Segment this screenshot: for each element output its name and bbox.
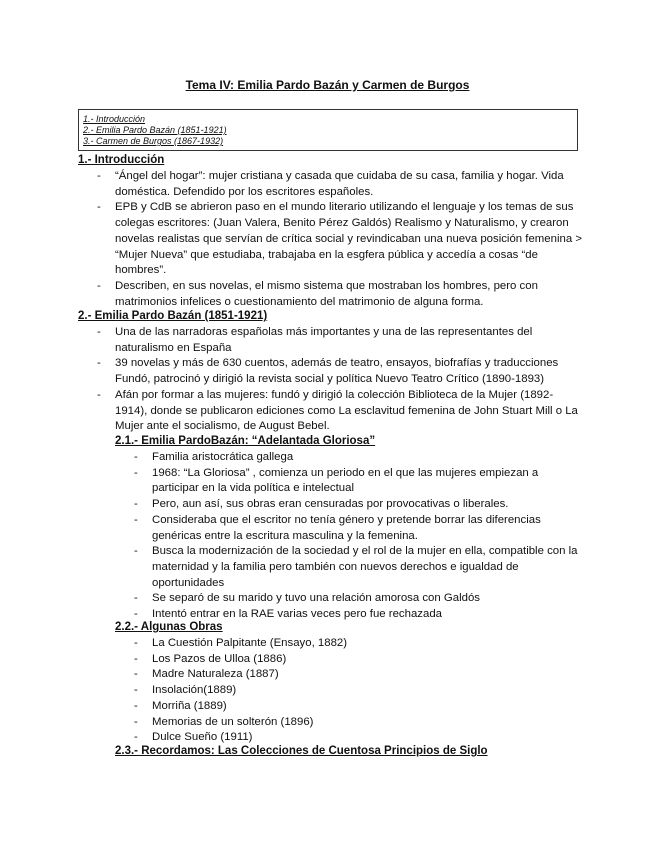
list-item: - Se separó de su marido y tuvo una relación amorosa con Galdós	[152, 591, 585, 607]
list-item: - Madre Naturaleza (1887)	[152, 667, 585, 683]
toc-link-carmen-de-burgos[interactable]: 3.- Carmen de Burgos (1867-1932)	[83, 136, 224, 146]
list-item: - Pero, aun así, sus obras eran censuradas por provocativas o liberales.	[152, 497, 585, 513]
list-item: - Afán por formar a las mujeres: fundó y dirigió la colección Biblioteca de la Mujer (1892-1914), donde se publicaron ediciones como La esclavitud femenina de John Stuart Mill o La Mujer ante el socialismo, de August Bebel.	[115, 388, 585, 435]
list-item: - EPB y CdB se abrieron paso en el mundo literario utilizando el lenguaje y los temas de sus colegas escritores: (Juan Valera, Benito Pérez Galdós) Realismo y Naturalismo, y crearon novelas realistas que servían de crítica social y revindicaban una nueva posición femenina > “Mujer Nueva” que estudiaba, trabajaba en la esgfera pública y accedía a cosas “de hombres”.	[115, 200, 585, 279]
table-of-contents	[78, 109, 578, 151]
list-item: - La Cuestión Palpitante (Ensayo, 1882)	[152, 636, 585, 652]
list-item: - Consideraba que el escritor no tenía género y pretende borrar las diferencias genéricas entre la escritura masculina y la femenina.	[152, 513, 585, 544]
heading-adelantada-gloriosa: 2.1.- Emilia PardoBazán: “Adelantada Gloriosa”	[115, 435, 376, 447]
list-item: - “Ángel del hogar”: mujer cristiana y casada que cuidaba de su casa, familia y hogar. Vida doméstica. Defendido por los escritores españoles.	[115, 169, 585, 200]
heading-pardo-bazan: 2.- Emilia Pardo Bazán (1851-1921)	[78, 310, 268, 322]
list-item: - Familia aristocrática gallega	[152, 450, 585, 466]
heading-colecciones-cuentos: 2.3.- Recordamos: Las Colecciones de Cuentosa Principios de Siglo	[115, 745, 488, 757]
document-title: Tema IV: Emilia Pardo Bazán y Carmen de Burgos	[185, 78, 470, 92]
list-algunas-obras	[152, 636, 585, 746]
list-item: - Insolación(1889)	[152, 683, 585, 699]
list-item: - Los Pazos de Ulloa (1886)	[152, 652, 585, 668]
list-item: - 39 novelas y más de 630 cuentos, además de teatro, ensayos, biofrafías y traducciones Fundó, patrocinó y dirigió la revista social y política Nuevo Teatro Crítico (1890-1893)	[115, 356, 585, 387]
list-pardo-bazan	[115, 325, 585, 435]
list-item: - Intentó entrar en la RAE varias veces pero fue rechazada	[152, 607, 585, 623]
list-item: - 1968: “La Gloriosa” , comienza un periodo en el que las mujeres empiezan a participar en la vida política e intelectual	[152, 466, 585, 497]
list-item: - Busca la modernización de la sociedad y el rol de la mujer en ella, compatible con la maternidad y la familia pero también con nuevos derechos e igualdad de oportunidades	[152, 544, 585, 591]
list-item: - Dulce Sueño (1911)	[152, 730, 585, 746]
list-introduccion	[115, 169, 585, 310]
toc-link-pardo-bazan[interactable]: 2.- Emilia Pardo Bazán (1851-1921)	[83, 125, 227, 135]
list-item: - Describen, en sus novelas, el mismo sistema que mostraban los hombres, pero con matrimonios infelices o cuestionamiento del matrimonio de alguna forma.	[115, 279, 585, 310]
list-item: - Una de las narradoras españolas más importantes y una de las representantes del naturalismo en España	[115, 325, 585, 356]
toc-link-introduccion[interactable]: 1.- Introducción	[83, 114, 146, 124]
heading-algunas-obras: 2.2.- Algunas Obras	[115, 621, 223, 633]
list-item: - Memorias de un solterón (1896)	[152, 715, 585, 731]
heading-introduccion: 1.- Introducción	[78, 154, 165, 166]
list-adelantada-gloriosa	[152, 450, 585, 623]
list-item: - Morriña (1889)	[152, 699, 585, 715]
